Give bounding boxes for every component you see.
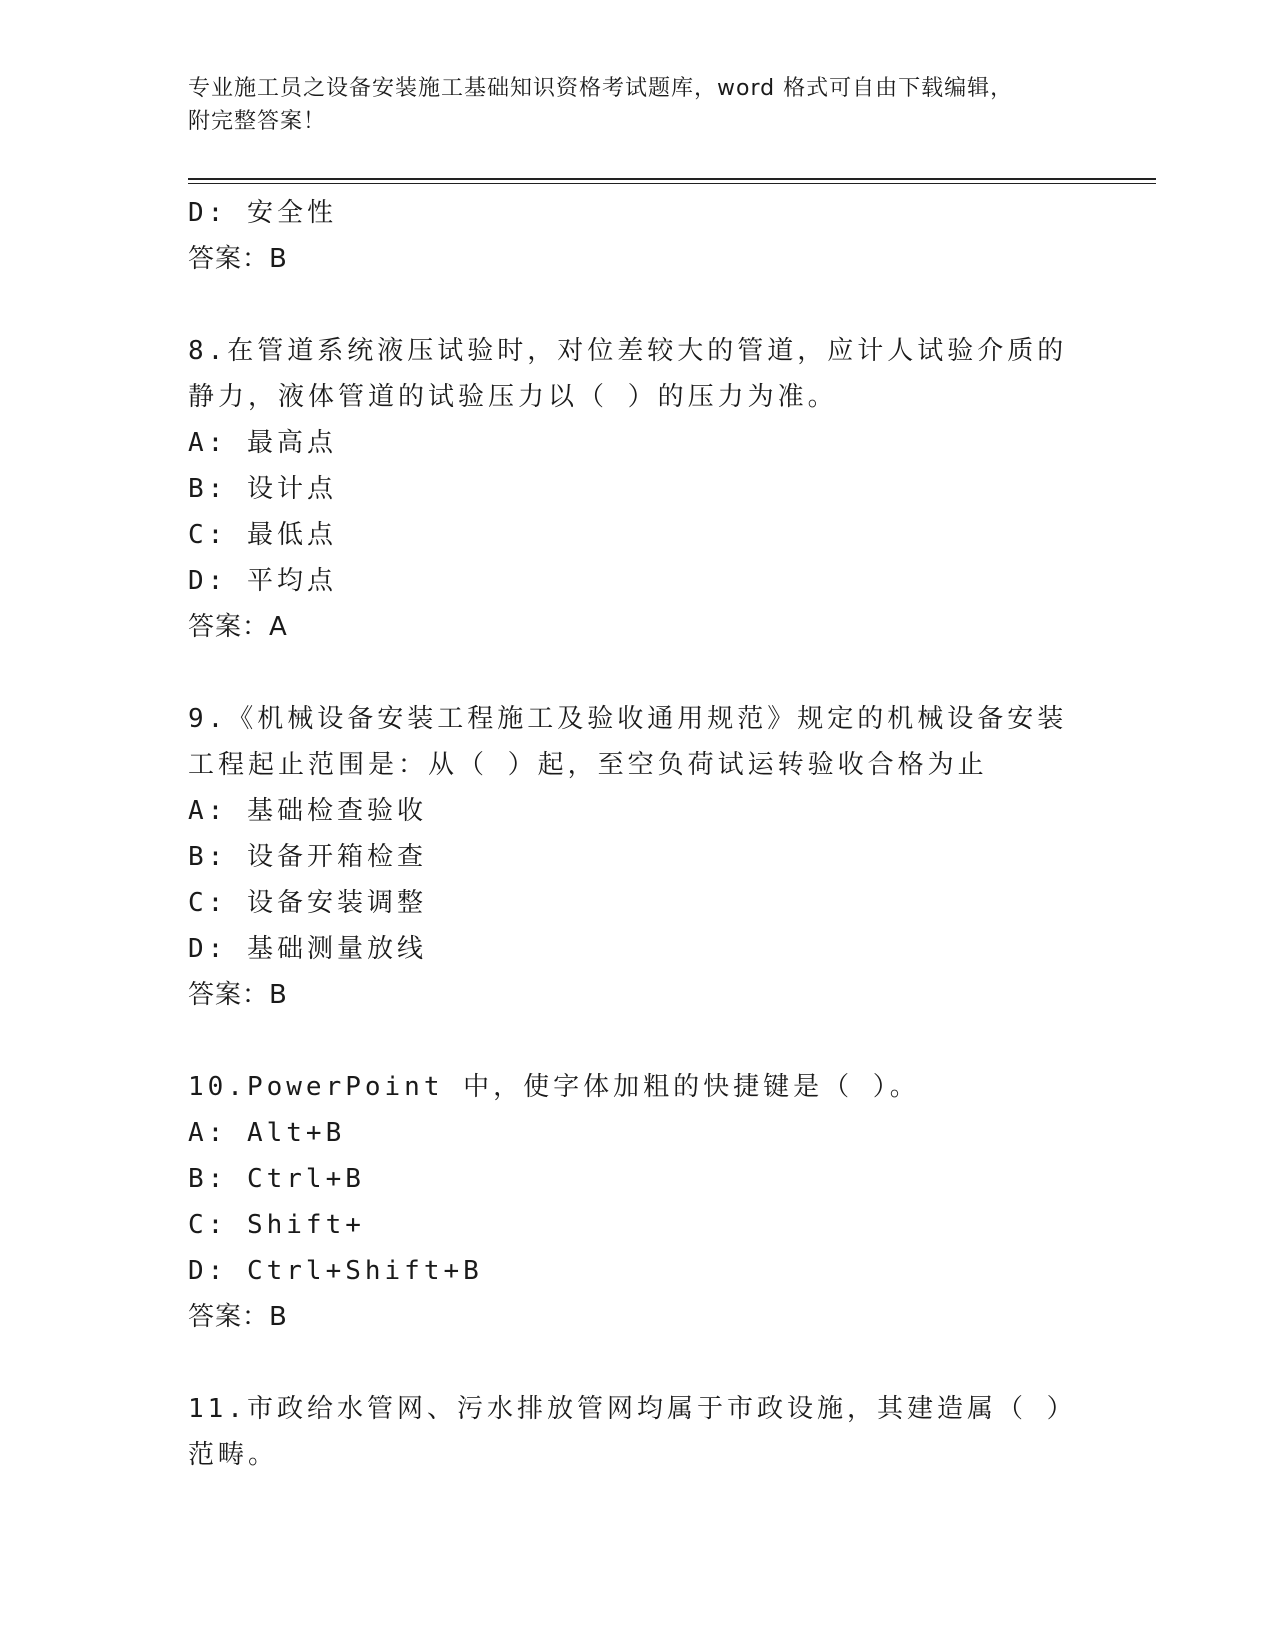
answer-line: 答案：B: [188, 980, 288, 1010]
header-line-1: 专业施工员之设备安装施工基础知识资格考试题库，word 格式可自由下载编辑，: [188, 76, 1014, 101]
option-c: C: Shift+: [188, 1210, 365, 1240]
answer-line: 答案：B: [188, 244, 288, 274]
header-divider-thin: [188, 183, 1156, 184]
option-d: D: 安全性: [188, 198, 337, 228]
question-8: [188, 328, 1068, 650]
document-header: [188, 72, 1068, 138]
document-body: [188, 190, 1068, 1478]
answer-line: 答案：A: [188, 612, 288, 642]
option-b: B: Ctrl+B: [188, 1164, 365, 1194]
question-stem: 11.市政给水管网、污水排放管网均属于市政设施，其建造属（ ）范畴。: [188, 1394, 1064, 1470]
question-10: [188, 1064, 1068, 1340]
question-11: [188, 1386, 1068, 1478]
option-b: B: 设备开箱检查: [188, 842, 427, 872]
option-d: D: Ctrl+Shift+B: [188, 1256, 483, 1286]
option-d: D: 平均点: [188, 566, 337, 596]
option-a: A: 基础检查验收: [188, 796, 427, 826]
question-stem: 8.在管道系统液压试验时，对位差较大的管道，应计人试验介质的静力，液体管道的试验压力以（ ）的压力为准。: [188, 336, 1068, 412]
option-a: A: Alt+B: [188, 1118, 346, 1148]
header-divider-thick: [188, 178, 1156, 180]
question-9: [188, 696, 1068, 1018]
option-b: B: 设计点: [188, 474, 337, 504]
option-d: D: 基础测量放线: [188, 934, 427, 964]
option-c: C: 设备安装调整: [188, 888, 427, 918]
previous-question-tail: [188, 190, 1068, 282]
header-line-2: 附完整答案！: [188, 109, 327, 134]
option-c: C: 最低点: [188, 520, 337, 550]
option-a: A: 最高点: [188, 428, 337, 458]
question-stem: 9.《机械设备安装工程施工及验收通用规范》规定的机械设备安装工程起止范围是：从（ ）起，至空负荷试运转验收合格为止: [188, 704, 1068, 780]
question-stem: 10.PowerPoint 中，使字体加粗的快捷键是（ ）。: [188, 1072, 920, 1102]
answer-line: 答案：B: [188, 1302, 288, 1332]
